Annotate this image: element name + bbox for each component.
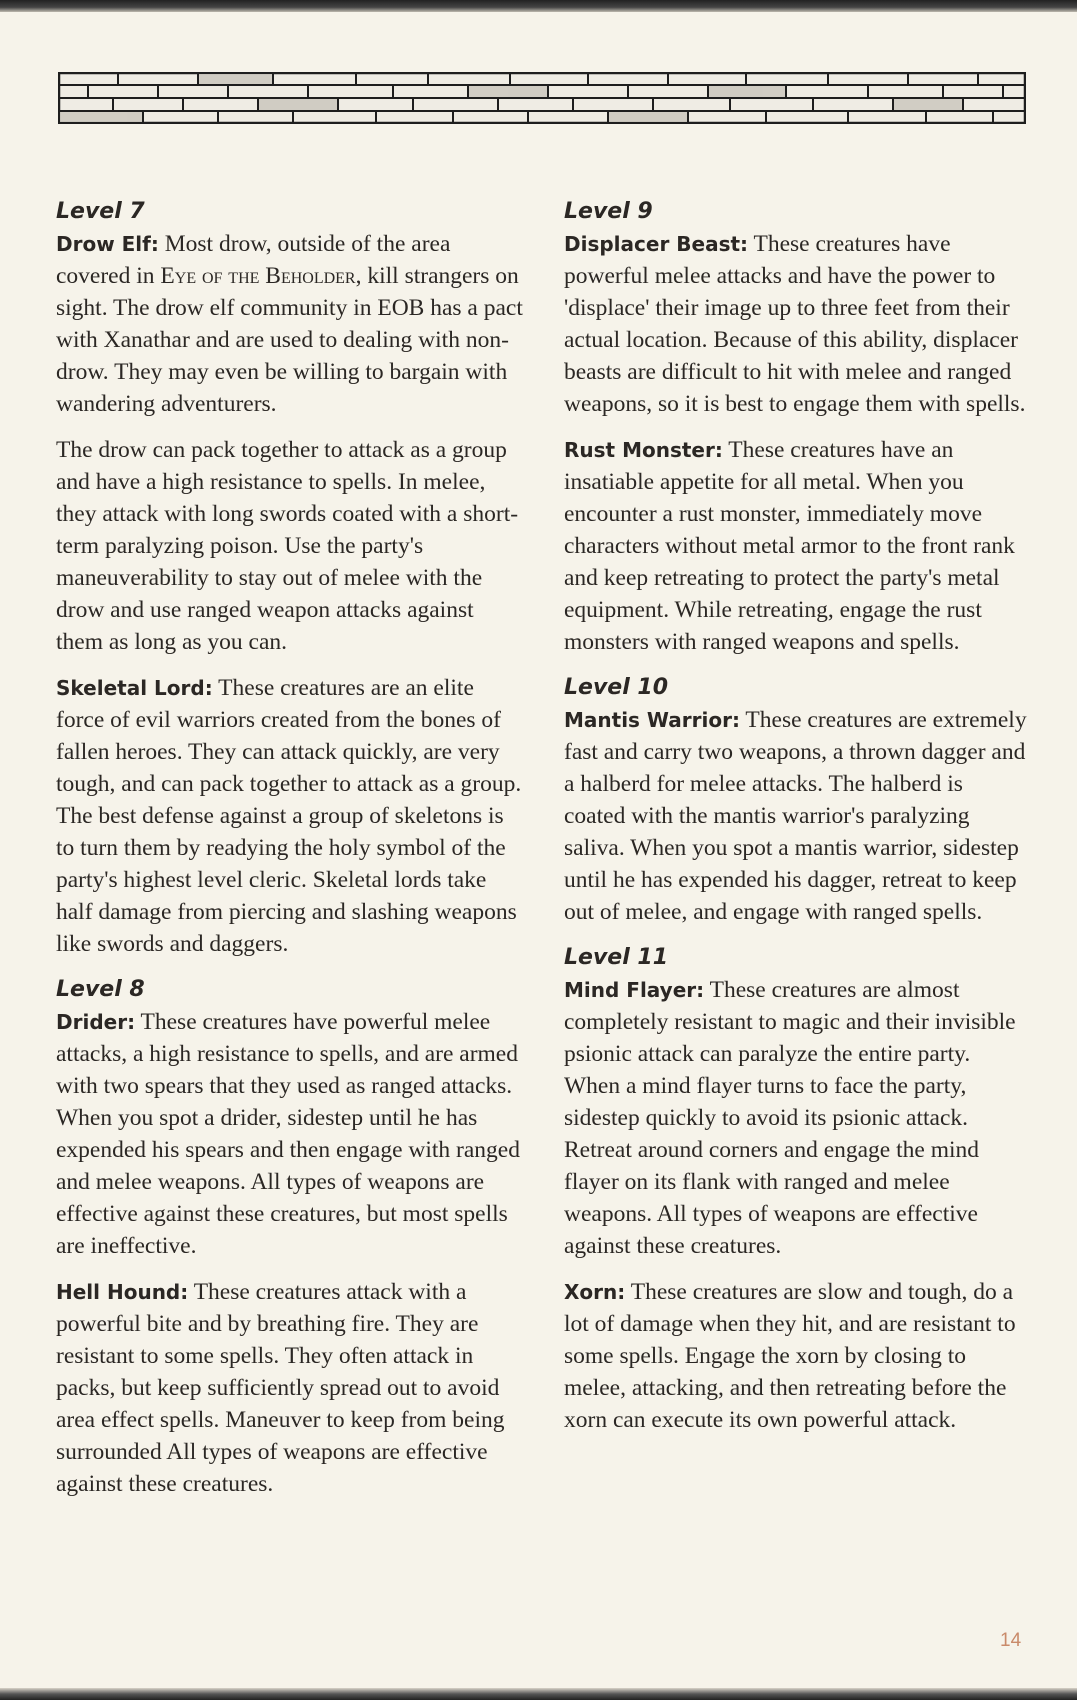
rust-monster-term: Rust Monster: — [564, 438, 723, 462]
skeletal-lord-text: These creatures are an elite force of evil warriors created from the bones of fallen heroes. They can attack quickly, are very tough, and can pack together to attack as a group. The best defense against a group of skeletons is to turn them by readying the holy symbol of the party's highest level cleric. Skeletal lords take half damage from piercing and slashing weapons like swords and daggers. — [56, 675, 522, 957]
brick-wall-banner — [58, 72, 1026, 124]
level-7-heading: Level 7 — [56, 199, 145, 224]
drow-elf-term: Drow Elf: — [56, 232, 159, 256]
displacer-beast-term: Displacer Beast: — [564, 232, 749, 256]
level-9-heading: Level 9 — [564, 199, 653, 224]
drider-entry — [56, 1006, 526, 1262]
mind-flayer-text: These creatures are almost completely resistant to magic and their invisible psionic attack can paralyze the entire party. When a mind flayer turns to face the party, sidestep quickly to avoid its psionic attack. Retreat around corners and engage the mind flayer on its flank with ranged and melee weapons. All types of weapons are effective against these creatures. — [564, 977, 1016, 1259]
xorn-term: Xorn: — [564, 1280, 626, 1304]
hell-hound-text: These creatures attack with a powerful bite and by breathing fire. They are resistant to some spells. They often attack in packs, but keep sufficiently spread out to avoid area effect spells. Maneuver to keep from being surrounded All types of weapons are effective against these creatures. — [56, 1279, 505, 1497]
game-title: Eye of the Beholder — [160, 263, 356, 289]
mind-flayer-term: Mind Flayer: — [564, 978, 705, 1002]
rust-monster-text: These creatures have an insatiable appetite for all metal. When you encounter a rust monster, immediately move characters without metal armor to the front rank and keep retreating to protect the party's metal equipment. While retreating, engage the rust monsters with ranged weapons and spells. — [564, 437, 1015, 655]
xorn-text: These creatures are slow and tough, do a lot of damage when they hit, and are resistant to some spells. Engage the xorn by closing to melee, attacking, and then retreating before the xorn can execute its own powerful attack. — [564, 1279, 1016, 1433]
level-10-heading: Level 10 — [564, 675, 669, 700]
hell-hound-entry — [56, 1276, 526, 1500]
mantis-warrior-text: These creatures are extremely fast and carry two weapons, a thrown dagger and a halberd for melee attacks. The halberd is coated with the mantis warrior's paralyzing saliva. When you spot a mantis warrior, sidestep until he has expended his dagger, retreat to keep out of melee, and engage with ranged spells. — [564, 707, 1027, 925]
displacer-beast-text: These creatures have powerful melee attacks and have the power to 'displace' their image up to three feet from their actual location. Because of this ability, displacer beasts are difficult to hit with melee and ranged weapons, so it is best to engage them with spells. — [564, 231, 1026, 417]
level-11-heading: Level 11 — [564, 945, 669, 970]
skeletal-lord-entry — [56, 672, 526, 960]
page-bottom-edge — [0, 1688, 1077, 1700]
displacer-beast-entry — [564, 228, 1030, 420]
drider-term: Drider: — [56, 1010, 136, 1034]
skeletal-lord-term: Skeletal Lord: — [56, 676, 213, 700]
drow-elf-text-b: , kill strangers on sight. The drow elf community in EOB has a pact with Xanathar and are used to dealing with non-drow. They may even be willing to bargain with wandering adventurers. — [56, 263, 523, 417]
drow-elf-paragraph-2: The drow can pack together to attack as a group and have a high resistance to spells. In melee, they attack with long swords coated with a short-term paralyzing poison. Use the party's maneuverability to stay out of melee with the drow and use ranged weapon attacks against them as long as you can. — [56, 437, 519, 655]
drider-text: These creatures have powerful melee attacks, a high resistance to spells, and are armed with two spears that they used as ranged attacks. When you spot a drider, sidestep until he has expended his spears and then engage with ranged and melee weapons. All types of weapons are effective against these creatures, but most spells are ineffective. — [56, 1009, 520, 1259]
xorn-entry — [564, 1276, 1030, 1436]
hell-hound-term: Hell Hound: — [56, 1280, 189, 1304]
rust-monster-entry — [564, 434, 1030, 658]
mantis-warrior-term: Mantis Warrior: — [564, 708, 740, 732]
page-top-edge — [0, 0, 1077, 12]
page-number: 14 — [1000, 1630, 1022, 1651]
mantis-warrior-entry — [564, 704, 1030, 928]
mind-flayer-entry — [564, 974, 1030, 1262]
drow-elf-text-a: Most drow, outside of the area covered in — [56, 231, 451, 289]
drow-elf-entry — [56, 228, 526, 420]
left-column — [56, 196, 526, 1514]
right-column — [564, 196, 1030, 1450]
level-8-heading: Level 8 — [56, 977, 145, 1002]
